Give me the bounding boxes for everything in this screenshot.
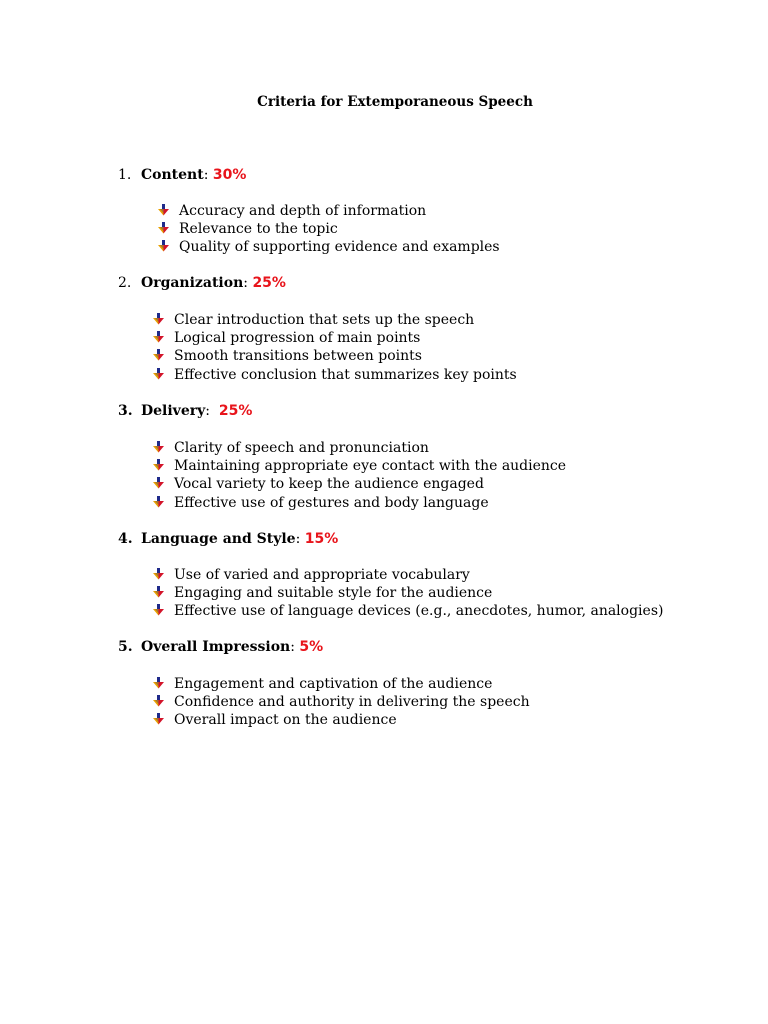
down-arrow-icon	[153, 477, 164, 489]
down-arrow-icon	[153, 604, 164, 616]
list-item: Use of varied and appropriate vocabulary	[153, 566, 663, 584]
bullet-list-content	[158, 202, 500, 257]
down-arrow-icon	[153, 695, 164, 707]
down-arrow-icon	[153, 368, 164, 380]
section-name: Delivery	[141, 403, 206, 419]
section-heading-language-and-style: 4. Language and Style: 15%	[118, 531, 339, 547]
list-item: Effective use of language devices (e.g., anecdotes, humor, analogies)	[153, 602, 663, 620]
list-item: Vocal variety to keep the audience engaged	[153, 475, 566, 493]
down-arrow-icon	[153, 459, 164, 471]
list-item: Engaging and suitable style for the audience	[153, 584, 663, 602]
list-item: Relevance to the topic	[158, 220, 500, 238]
section-number: 1.	[118, 167, 132, 183]
list-item: Effective use of gestures and body language	[153, 494, 566, 512]
list-item: Overall impact on the audience	[153, 711, 530, 729]
section-percent: 30%	[212, 167, 247, 183]
down-arrow-icon	[153, 349, 164, 361]
down-arrow-icon	[153, 568, 164, 580]
down-arrow-icon	[153, 331, 164, 343]
down-arrow-icon	[158, 204, 169, 216]
bullet-list-language-and-style	[153, 566, 663, 621]
down-arrow-icon	[153, 441, 164, 453]
list-item: Logical progression of main points	[153, 329, 517, 347]
list-item: Clarity of speech and pronunciation	[153, 439, 566, 457]
list-item: Effective conclusion that summarizes key points	[153, 366, 517, 384]
section-name: Content	[141, 167, 204, 183]
bullet-list-overall-impression	[153, 675, 530, 730]
section-number: 5.	[118, 639, 133, 655]
list-item: Maintaining appropriate eye contact with the audience	[153, 457, 566, 475]
section-percent: 15%	[304, 531, 339, 547]
bullet-list-delivery	[153, 439, 566, 512]
bullet-list-organization	[153, 311, 517, 384]
section-percent: 25%	[252, 275, 286, 291]
list-item: Engagement and captivation of the audience	[153, 675, 530, 693]
list-item: Smooth transitions between points	[153, 347, 517, 365]
section-number: 4.	[118, 531, 133, 547]
section-percent: 5%	[299, 639, 324, 655]
down-arrow-icon	[153, 586, 164, 598]
list-item: Quality of supporting evidence and examples	[158, 238, 500, 256]
section-name: Language and Style	[141, 531, 296, 547]
list-item: Clear introduction that sets up the speech	[153, 311, 517, 329]
section-heading-delivery: 3. Delivery: 25%	[118, 403, 253, 419]
section-number: 3.	[118, 403, 133, 419]
list-item: Confidence and authority in delivering the speech	[153, 693, 530, 711]
down-arrow-icon	[153, 496, 164, 508]
section-heading-overall-impression: 5. Overall Impression: 5%	[118, 639, 324, 655]
section-heading-content: 1. Content: 30%	[118, 167, 247, 183]
down-arrow-icon	[158, 222, 169, 234]
section-heading-organization: 2. Organization: 25%	[118, 275, 286, 291]
document-title: Criteria for Extemporaneous Speech	[257, 94, 533, 110]
list-item: Accuracy and depth of information	[158, 202, 500, 220]
section-number: 2.	[118, 275, 132, 291]
section-name: Overall Impression	[141, 639, 291, 655]
down-arrow-icon	[153, 713, 164, 725]
down-arrow-icon	[158, 240, 169, 252]
down-arrow-icon	[153, 677, 164, 689]
section-percent: 25%	[218, 403, 253, 419]
down-arrow-icon	[153, 313, 164, 325]
section-name: Organization	[141, 275, 244, 291]
